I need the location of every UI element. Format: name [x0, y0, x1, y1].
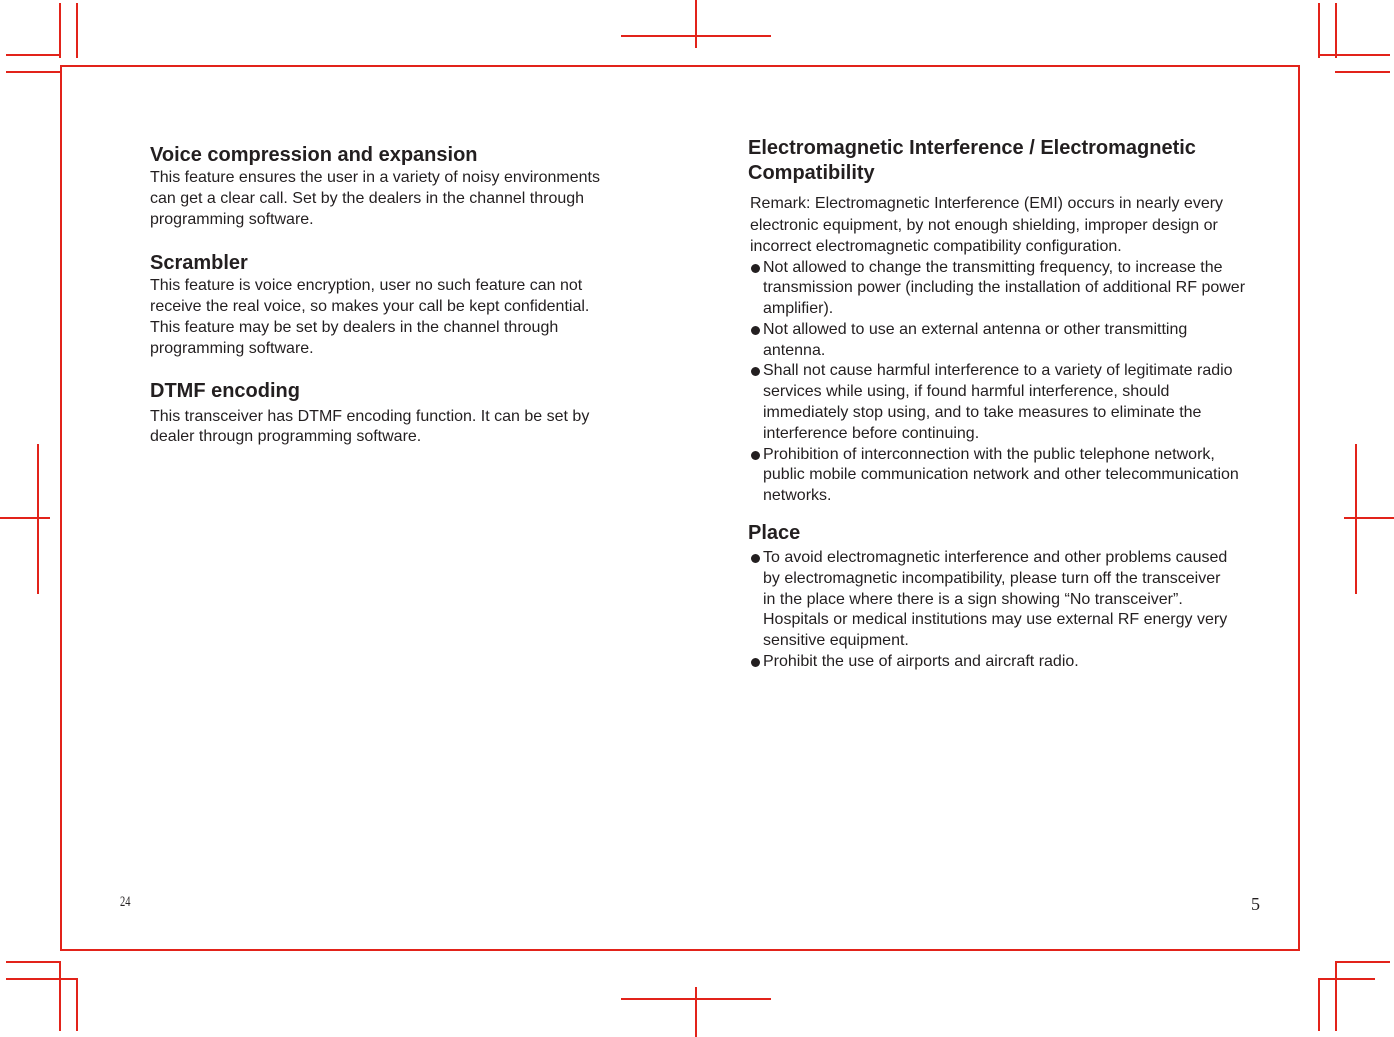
section-scrambler [150, 251, 630, 359]
text-line: receive the real voice, so makes your call be kept confidential. [150, 298, 590, 316]
crop-mark [37, 444, 39, 594]
place-bullet-list [750, 548, 1273, 673]
text-line: Remark: Electromagnetic Interference (EMI) occurs in nearly every [750, 195, 1224, 212]
text-line: services while using, if found harmful interference, should [763, 383, 1170, 401]
section-body [150, 407, 630, 449]
section-dtmf-encoding [150, 379, 630, 449]
text-line: Hospitals or medical institutions may use external RF energy very [763, 611, 1228, 629]
text-line: dealer througn programming software. [150, 428, 422, 446]
crop-mark [1335, 961, 1390, 963]
bullet-item [750, 361, 1273, 444]
text-line: sensitive equipment. [763, 632, 909, 650]
text-line: Prohibition of interconnection with the public telephone network, [763, 445, 1215, 463]
text-line: programming software. [150, 339, 314, 357]
crop-mark [1335, 961, 1337, 1031]
text-line: can get a clear call. Set by the dealers in the channel through [150, 189, 585, 207]
section-title: Voice compression and expansion [150, 144, 478, 166]
text-line: immediately stop using, and to take measures to eliminate the [763, 404, 1202, 422]
section-body [150, 276, 630, 359]
text-line: This feature ensures the user in a variety of noisy environments [150, 169, 600, 186]
text-line: This feature is voice encryption, user no such feature can not [150, 277, 583, 295]
crop-mark [695, 987, 697, 1037]
emi-title [748, 136, 1273, 186]
text-line: Not allowed to use an external antenna or other transmitting [763, 320, 1188, 338]
text-line: To avoid electromagnetic interference and other problems caused [763, 549, 1228, 567]
crop-mark [0, 517, 50, 519]
page-number-left: 24 [120, 894, 131, 910]
text-line: This feature may be set by dealers in the channel through [150, 318, 559, 336]
remark-paragraph [750, 193, 1273, 258]
section-title: Scrambler [150, 252, 248, 275]
crop-mark [1355, 444, 1357, 594]
emi-title-line: Compatibility [748, 162, 875, 184]
text-line: by electromagnetic incompatibility, please turn off the transceiver [763, 569, 1221, 587]
text-line: transmission power (including the installation of additional RF power [763, 279, 1246, 297]
crop-mark [1344, 517, 1394, 519]
section-voice-compression [150, 143, 630, 230]
bullet-dot-icon [751, 326, 760, 335]
crop-mark [76, 3, 78, 58]
page-number-right: 5 [1251, 894, 1260, 914]
bullet-item [750, 320, 1273, 362]
section-title: DTMF encoding [150, 379, 300, 402]
text-line: Shall not cause harmful interference to a variety of legitimate radio [763, 362, 1233, 380]
bullet-item [750, 548, 1273, 652]
section-body [150, 168, 630, 230]
crop-mark [6, 71, 61, 73]
crop-mark [695, 0, 697, 48]
crop-mark [6, 978, 76, 980]
crop-mark [1335, 71, 1390, 73]
bullet-item [750, 258, 1273, 320]
crop-mark [6, 961, 61, 963]
bullet-dot-icon [751, 554, 760, 563]
crop-mark [59, 3, 61, 58]
bullet-item [750, 652, 1273, 673]
text-line: interference before continuing. [763, 424, 980, 442]
bullet-dot-icon [751, 367, 760, 376]
text-line: Not allowed to change the transmitting frequency, to increase the [763, 258, 1223, 276]
left-page-content [150, 143, 630, 467]
crop-mark [6, 54, 61, 56]
crop-mark [1318, 3, 1320, 58]
text-line: antenna. [763, 341, 826, 359]
text-line: incorrect electromagnetic compatibility configuration. [750, 238, 1122, 255]
text-line: public mobile communication network and other telecommunication [763, 466, 1239, 484]
text-line: electronic equipment, by not enough shielding, improper design or [750, 216, 1218, 234]
emi-bullet-list [750, 258, 1273, 508]
bullet-item [750, 445, 1273, 507]
bullet-dot-icon [751, 264, 760, 273]
text-line: Prohibit the use of airports and aircraft radio. [763, 653, 1079, 671]
crop-mark [1320, 978, 1375, 980]
crop-mark [1318, 978, 1320, 1031]
crop-mark [1320, 54, 1390, 56]
text-line: in the place where there is a sign showing “No transceiver”. [763, 590, 1183, 608]
text-line: programming software. [150, 210, 314, 228]
emi-title-line: Electromagnetic Interference / Electromagnetic [748, 137, 1196, 159]
place-title: Place [748, 522, 801, 545]
right-page-content [748, 136, 1273, 673]
crop-mark [1335, 3, 1337, 58]
bullet-dot-icon [751, 658, 760, 667]
bullet-dot-icon [751, 451, 760, 460]
text-line: amplifier). [763, 300, 834, 318]
text-line: This transceiver has DTMF encoding function. It can be set by [150, 407, 590, 425]
text-line: networks. [763, 487, 832, 505]
crop-mark [76, 978, 78, 1031]
crop-mark [59, 961, 61, 1031]
